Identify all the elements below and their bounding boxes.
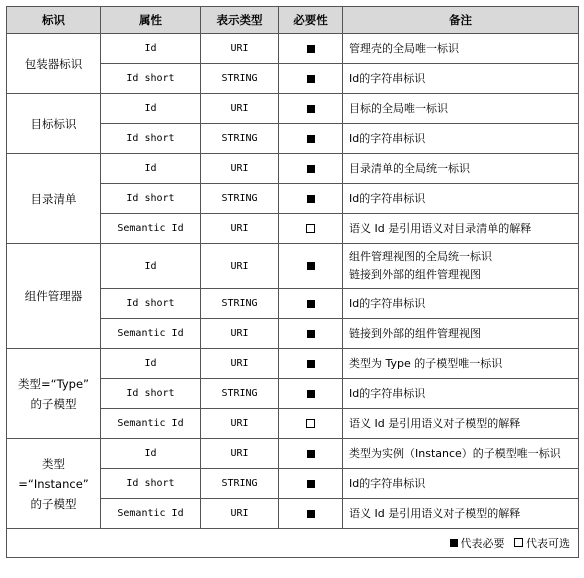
required-cell [279,214,343,244]
table-body [7,34,579,529]
filled-square-icon [307,480,315,488]
attribute-cell: Semantic Id [101,499,201,529]
table-row [7,94,579,124]
identifier-cell [7,34,101,94]
legend-row [7,529,579,558]
filled-square-icon [307,75,315,83]
note-line: 目录清单的全局统一标识 [349,161,470,175]
identifier-cell [7,154,101,244]
header-row [7,7,579,34]
type-cell: STRING [201,124,279,154]
note-cell [343,289,579,319]
filled-square-icon [307,195,315,203]
note-cell [343,469,579,499]
required-cell [279,409,343,439]
attribute-cell: Id short [101,469,201,499]
note-cell [343,124,579,154]
type-cell: URI [201,214,279,244]
note-cell [343,499,579,529]
type-cell: STRING [201,184,279,214]
type-cell: STRING [201,469,279,499]
note-line: Id的字符串标识 [349,191,426,205]
type-cell: URI [201,244,279,289]
header-required: 必要性 [279,7,343,34]
required-cell [279,154,343,184]
legend-optional [514,535,570,551]
empty-square-icon [306,224,315,233]
required-cell [279,94,343,124]
attribute-cell: Id [101,244,201,289]
attribute-cell: Semantic Id [101,319,201,349]
filled-square-icon [307,450,315,458]
type-cell: URI [201,34,279,64]
empty-square-icon [306,419,315,428]
identifier-line: 组件管理器 [24,289,83,303]
note-line: 目标的全局唯一标识 [349,101,448,115]
table-row [7,349,579,379]
header-id: 标识 [7,7,101,34]
required-cell [279,499,343,529]
note-line: 语义 Id 是引用语义对子模型的解释 [349,416,521,430]
table-row [7,34,579,64]
note-cell [343,34,579,64]
identifier-cell [7,244,101,349]
required-cell [279,289,343,319]
attribute-table [6,6,579,558]
note-line: Id的字符串标识 [349,386,426,400]
note-line: Id的字符串标识 [349,71,426,85]
type-cell: STRING [201,379,279,409]
identifier-line: 目标标识 [30,116,77,131]
note-cell [343,184,579,214]
filled-square-icon [307,135,315,143]
type-cell: URI [201,439,279,469]
note-cell [343,439,579,469]
legend-required [450,535,505,551]
note-line: 链接到外部的组件管理视图 [349,326,481,340]
note-cell [343,379,579,409]
note-cell [343,214,579,244]
type-cell: URI [201,409,279,439]
type-cell: STRING [201,289,279,319]
filled-square-icon [307,105,315,113]
type-cell: URI [201,94,279,124]
note-cell [343,319,579,349]
filled-square-icon [307,300,315,308]
identifier-line: =“Instance” [18,476,89,491]
required-cell [279,349,343,379]
note-cell [343,409,579,439]
note-line: 类型为 Type 的子模型唯一标识 [349,356,503,370]
filled-square-icon [307,510,315,518]
attribute-cell: Id [101,94,201,124]
note-line: 语义 Id 是引用语义对子模型的解释 [349,506,521,520]
identifier-cell [7,349,101,439]
header-note: 备注 [343,7,579,34]
identifier-line: 类型 [42,456,65,471]
type-cell: STRING [201,64,279,94]
note-line: Id的字符串标识 [349,131,426,145]
type-cell: URI [201,319,279,349]
attribute-cell: Id [101,349,201,379]
attribute-cell: Id [101,34,201,64]
attribute-cell: Id short [101,124,201,154]
attribute-cell: Id [101,439,201,469]
empty-square-icon [514,538,523,547]
note-line: 语义 Id 是引用语义对目录清单的解释 [349,221,532,235]
filled-square-icon [307,262,315,270]
type-cell: URI [201,499,279,529]
required-cell [279,64,343,94]
filled-square-icon [307,330,315,338]
header-attribute: 属性 [101,7,201,34]
attribute-cell: Id short [101,184,201,214]
required-cell [279,34,343,64]
required-cell [279,244,343,289]
header-type: 表示类型 [201,7,279,34]
note-cell [343,64,579,94]
identifier-line: 类型=“Type” [18,376,89,391]
legend [7,529,579,558]
filled-square-icon [307,390,315,398]
required-cell [279,124,343,154]
required-cell [279,319,343,349]
required-cell [279,379,343,409]
note-cell [343,349,579,379]
table-row [7,244,579,289]
note-line: 组件管理视图的全局统一标识 [349,250,492,263]
filled-square-icon [307,45,315,53]
table-row [7,439,579,469]
note-cell [343,94,579,124]
note-line: Id的字符串标识 [349,296,426,310]
attribute-cell: Id short [101,289,201,319]
legend-optional-label: 代表可选 [526,536,570,550]
attribute-cell: Id short [101,379,201,409]
note-line: 链接到外部的组件管理视图 [349,268,481,281]
attribute-cell: Semantic Id [101,409,201,439]
note-line: 类型为实例（Instance）的子模型唯一标识 [349,446,561,460]
identifier-cell [7,94,101,154]
attribute-cell: Id short [101,64,201,94]
note-cell [343,244,579,289]
required-cell [279,184,343,214]
identifier-line: 目录清单 [30,191,77,206]
table-row [7,154,579,184]
note-cell [343,154,579,184]
identifier-line: 包装器标识 [24,56,83,71]
required-cell [279,469,343,499]
identifier-cell [7,439,101,529]
note-line: 管理壳的全局唯一标识 [349,41,459,55]
legend-required-label: 代表必要 [460,537,505,551]
identifier-line: 的子模型 [30,396,77,411]
note-line: Id的字符串标识 [349,476,426,490]
attribute-cell: Semantic Id [101,214,201,244]
identifier-line: 的子模型 [30,496,77,511]
filled-square-icon [450,539,458,547]
type-cell: URI [201,154,279,184]
attribute-cell: Id [101,154,201,184]
filled-square-icon [307,165,315,173]
filled-square-icon [307,360,315,368]
required-cell [279,439,343,469]
type-cell: URI [201,349,279,379]
